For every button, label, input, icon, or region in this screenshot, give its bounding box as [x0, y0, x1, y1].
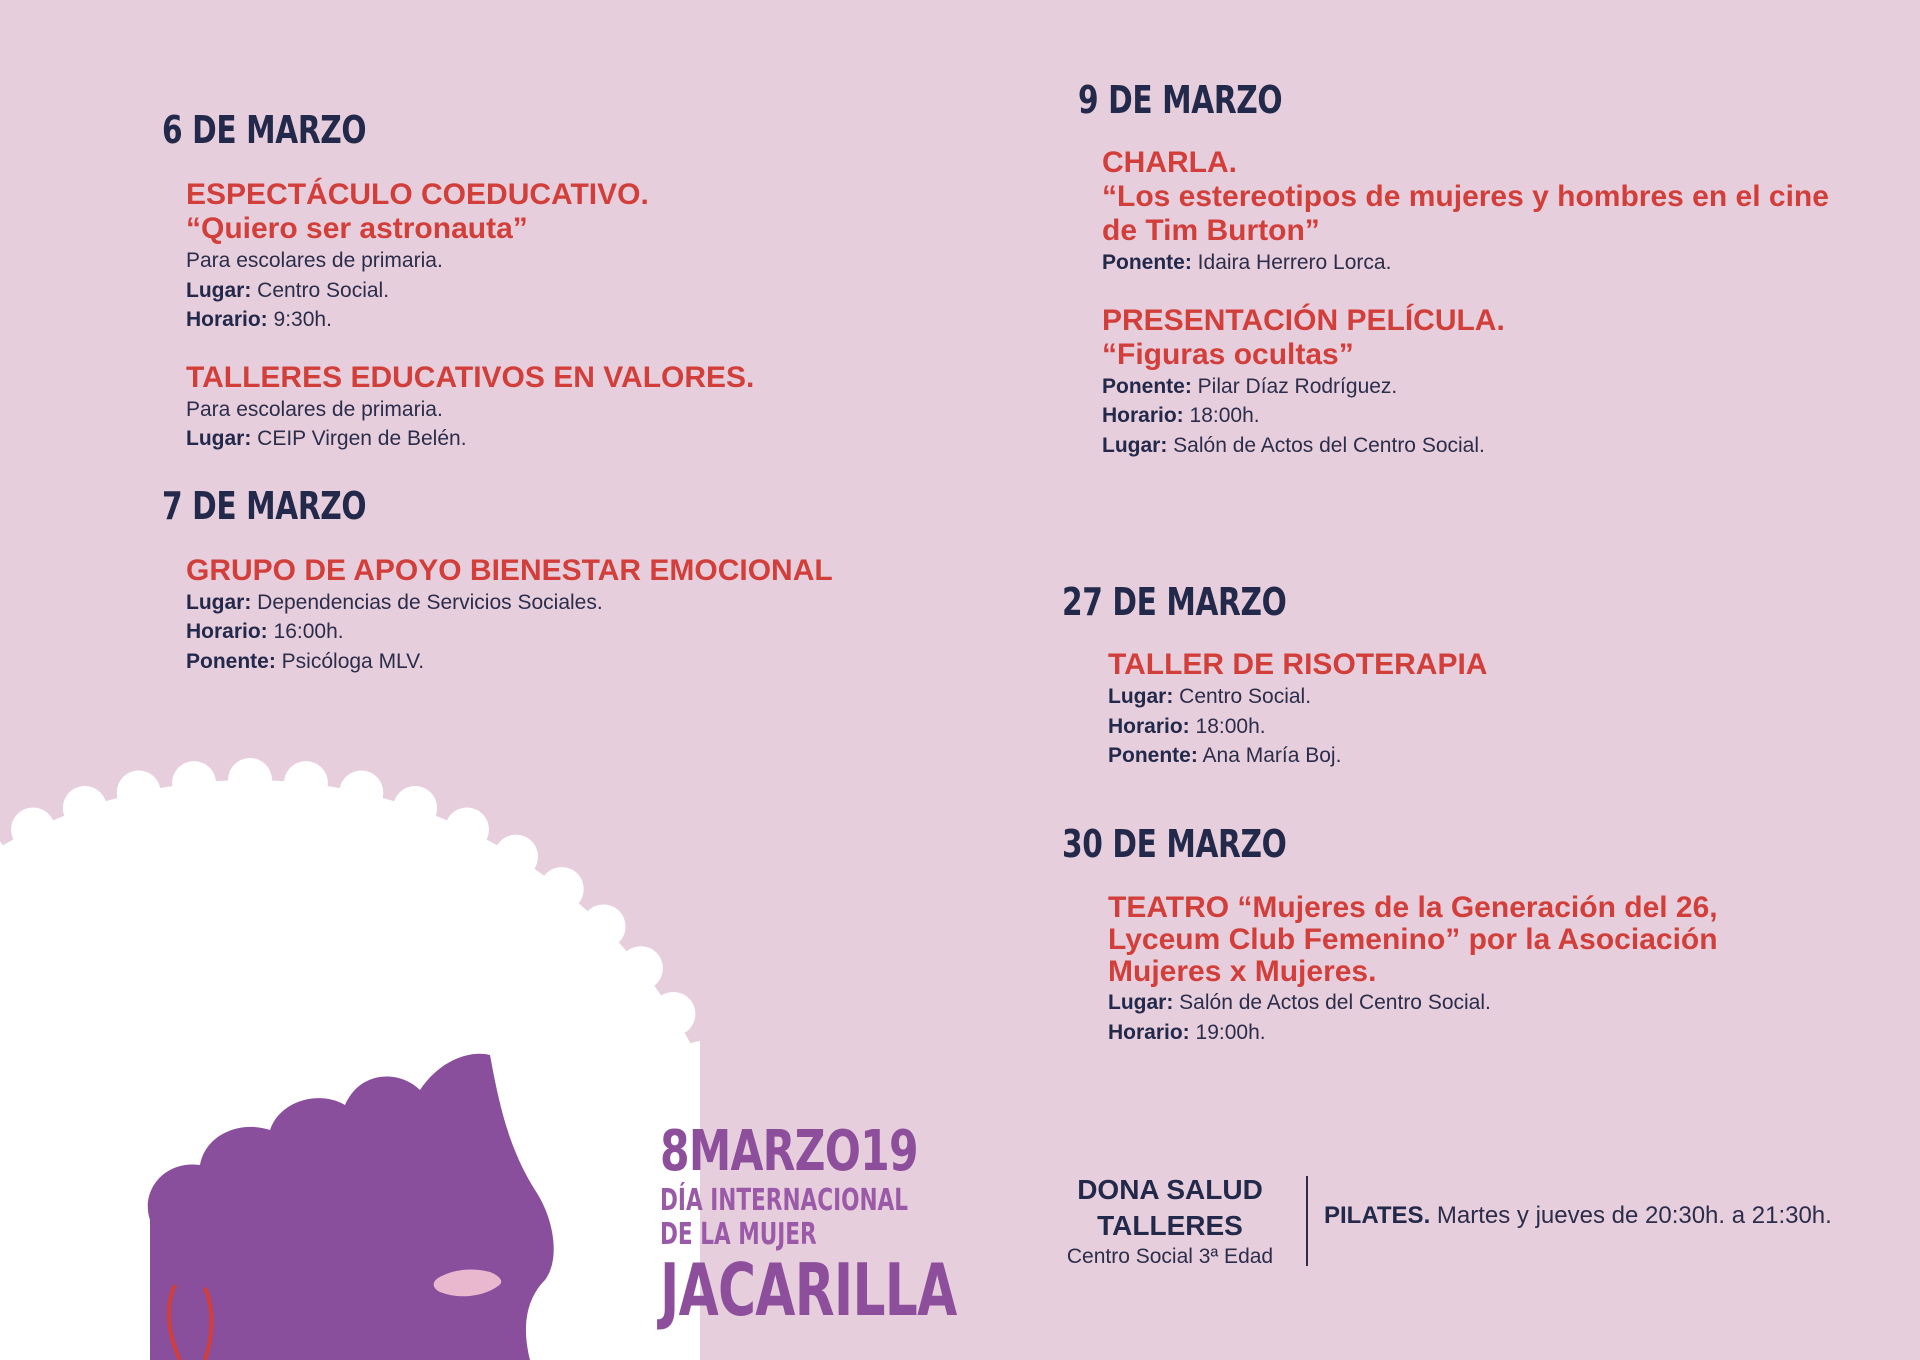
event-subtitle: “Los estereotipos de mujeres y hombres en el cine [1102, 180, 1898, 214]
event-title: PRESENTACIÓN PELÍCULA. [1102, 304, 1898, 338]
detail-line: Lugar: Centro Social. [1108, 682, 1882, 712]
badge-scallop [651, 992, 695, 1036]
event-branding [660, 1124, 1072, 1326]
right-column-9-marzo [1078, 78, 1898, 486]
badge-scallop [11, 808, 55, 852]
branding-subtitle-2: DE LA MUJER [660, 1218, 956, 1252]
event-subtitle: “Figuras ocultas” [1102, 338, 1898, 372]
detail-line: Horario: 16:00h. [186, 617, 942, 647]
divider-line [1306, 1176, 1308, 1266]
detail-line: Lugar: Salón de Actos del Centro Social. [1102, 431, 1898, 461]
badge-scallop [540, 867, 584, 911]
detail-line: Ponente: Psicóloga MLV. [186, 647, 942, 677]
event-talleres-educativos [186, 361, 942, 454]
date-30-marzo: 30 DE MARZO [1062, 822, 1702, 870]
badge-scallop [172, 761, 216, 805]
badge-scallop [445, 808, 489, 852]
dona-salud-location: Centro Social 3ª Edad [1040, 1244, 1300, 1270]
event-teatro [1108, 892, 1882, 1047]
event-charla [1102, 146, 1898, 278]
pilates-schedule: Martes y jueves de 20:30h. a 21:30h. [1430, 1202, 1832, 1229]
detail-line: Lugar: Salón de Actos del Centro Social. [1108, 988, 1882, 1018]
detail-line: Ponente: Pilar Díaz Rodríguez. [1102, 372, 1898, 402]
badge-scallop [228, 758, 272, 802]
badge-scallop [582, 904, 626, 948]
event-subtitle-cont: de Tim Burton” [1102, 214, 1898, 248]
detail-line: Lugar: Dependencias de Servicios Sociales. [186, 588, 942, 618]
date-6-marzo: 6 DE MARZO [162, 108, 770, 156]
badge-scallop [284, 761, 328, 805]
detail-line: Horario: 18:00h. [1108, 712, 1882, 742]
branding-subtitle-1: DÍA INTERNACIONAL [660, 1184, 956, 1218]
event-title: TEATRO “Mujeres de la Generación del 26, [1108, 892, 1882, 924]
event-subtitle: “Quiero ser astronauta” [186, 212, 942, 246]
detail-line: Ponente: Ana María Boj. [1108, 741, 1882, 771]
event-presentacion-pelicula [1102, 304, 1898, 461]
detail-line: Lugar: CEIP Virgen de Belén. [186, 424, 942, 454]
detail-line: Para escolares de primaria. [186, 246, 942, 276]
detail-line: Ponente: Idaira Herrero Lorca. [1102, 248, 1898, 278]
dona-salud-block [1040, 1172, 1300, 1270]
event-title: TALLERES EDUCATIVOS EN VALORES. [186, 361, 942, 395]
pilates-label: PILATES. [1324, 1202, 1430, 1229]
event-title: CHARLA. [1102, 146, 1898, 180]
date-27-marzo: 27 DE MARZO [1062, 580, 1702, 628]
badge-scallop [63, 786, 107, 830]
badge-scallop [339, 771, 383, 815]
event-title: GRUPO DE APOYO BIENESTAR EMOCIONAL [186, 554, 942, 588]
event-title-line3: Mujeres x Mujeres. [1108, 956, 1882, 988]
badge-scallop [494, 835, 538, 879]
detail-line: Lugar: Centro Social. [186, 276, 942, 306]
right-column-27-marzo [1062, 580, 1882, 797]
event-title-line2: Lyceum Club Femenino” por la Asociación [1108, 924, 1882, 956]
detail-line: Horario: 19:00h. [1108, 1018, 1882, 1048]
right-column-30-marzo [1062, 822, 1882, 1073]
dona-salud-talleres: TALLERES [1040, 1208, 1300, 1244]
woman-silhouette-illustration [0, 720, 700, 1360]
badge-scallop [117, 771, 161, 815]
left-column [162, 108, 942, 702]
badge-scallop [619, 946, 663, 990]
event-risoterapia [1108, 648, 1882, 771]
event-title: ESPECTÁCULO COEDUCATIVO. [186, 178, 942, 212]
date-9-marzo: 9 DE MARZO [1078, 78, 1718, 126]
detail-line: Horario: 18:00h. [1102, 401, 1898, 431]
event-espectaculo-coeducativo [186, 178, 942, 335]
event-grupo-apoyo [186, 554, 942, 677]
branding-headline: 8MARZO19 [660, 1124, 973, 1180]
event-title: TALLER DE RISOTERAPIA [1108, 648, 1882, 682]
branding-town: JACARILLA [660, 1254, 956, 1326]
badge-scallop [393, 786, 437, 830]
pilates-info [1324, 1202, 1832, 1230]
detail-line: Para escolares de primaria. [186, 395, 942, 425]
dona-salud-title: DONA SALUD [1040, 1172, 1300, 1208]
date-7-marzo: 7 DE MARZO [162, 484, 770, 532]
detail-line: Horario: 9:30h. [186, 305, 942, 335]
